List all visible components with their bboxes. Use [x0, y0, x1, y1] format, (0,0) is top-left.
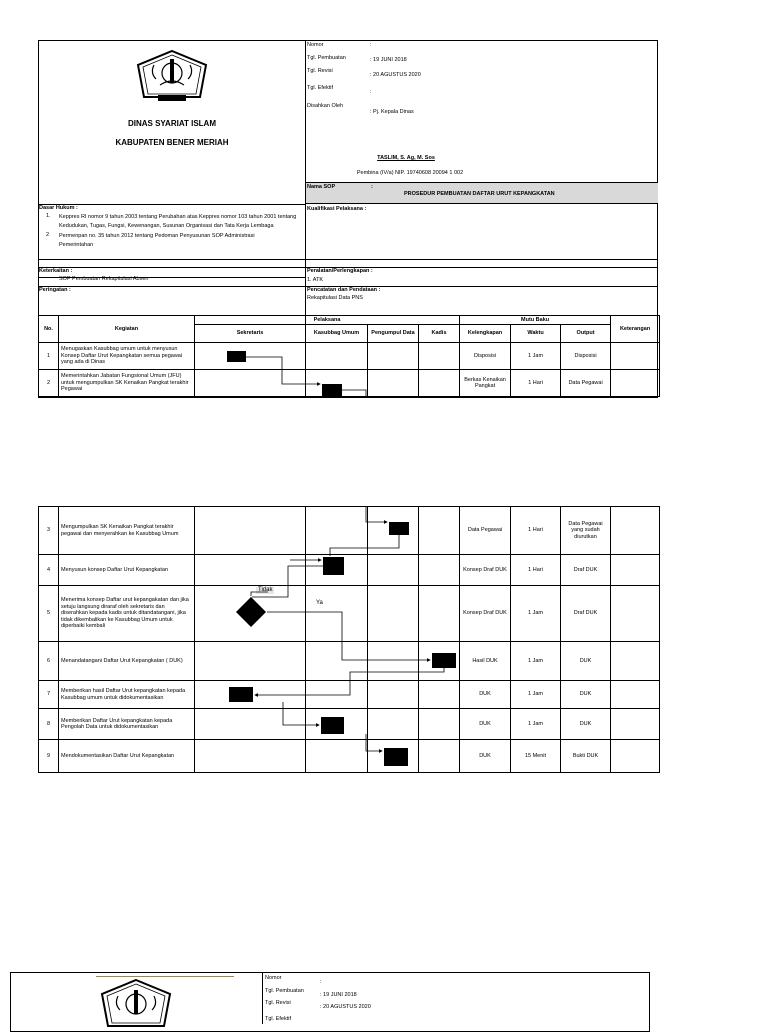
row-kegiatan: Menyusun konsep Daftar Urut Kepangkatan — [59, 555, 195, 586]
meta-value-tgl-revisi: : 20 AGUSTUS 2020 — [370, 72, 421, 78]
sop-name-value: PROSEDUR PEMBUATAN DAFTAR URUT KEPANGKATAN — [404, 191, 555, 197]
keterkaitan-label: Keterkaitan : — [39, 268, 73, 274]
sop-name-colon: : — [371, 184, 373, 190]
row-kelengkapan: Konsep Draf DUK — [460, 555, 511, 586]
row-kegiatan: Mengumpulkan SK Kenaikan Pangkat terakhir pegawai dan menyerahkan ke Kasubbag Umum — [59, 507, 195, 555]
row-kegiatan: Memberikan Daftar Urut kepangkatan kepada Pengolah Data untuk didokumentasikan — [59, 709, 195, 740]
row-kelengkapan: Berkas Kenaikan Pangkat — [460, 370, 511, 397]
row-output: Draf DUK — [561, 555, 611, 586]
dasar-hukum-num-1: 1. — [46, 213, 51, 219]
row-no: 4 — [39, 555, 59, 586]
col-kelengkapan: Kelengkapan — [460, 325, 511, 343]
row-waktu: 1 Jam — [511, 642, 561, 681]
row-no: 2 — [39, 370, 59, 397]
row-kelengkapan: DUK — [460, 740, 511, 773]
meta-label-tgl-pembuatan: Tgl. Pembuatan — [307, 55, 346, 61]
row-output: Draf DUK — [561, 586, 611, 642]
row-no: 5 — [39, 586, 59, 642]
meta-value-disahkan: : Pj. Kepala Dinas — [370, 109, 414, 115]
col-kadis: Kadis — [419, 325, 460, 343]
meta-label-disahkan: Disahkan Oleh — [307, 103, 344, 109]
sop-name-label: Nama SOP — [307, 184, 336, 190]
col-pelaksana: Pelaksana — [195, 316, 460, 325]
row-waktu: 1 Hari — [511, 507, 561, 555]
meta-value-tgl-revisi-next: : 20 AGUSTUS 2020 — [320, 1004, 371, 1010]
row-no: 8 — [39, 709, 59, 740]
emblem-underline — [96, 976, 234, 977]
keterkaitan-value: SOP Pembuatan Rekapitulasi Absen — [59, 276, 149, 282]
row-kegiatan: Mendokumentasikan Daftar Urut Kepangkatan — [59, 740, 195, 773]
row-output: Disposisi — [561, 343, 611, 370]
col-keterangan: Keterangan — [611, 316, 660, 343]
col-sekretaris: Sekretaris — [195, 325, 306, 343]
row-waktu: 1 Hari — [511, 555, 561, 586]
peralatan-value: 1. ATK — [307, 277, 324, 283]
row-output: Bukti DUK — [561, 740, 611, 773]
row-kelengkapan: Konsep Draf DUK — [460, 586, 511, 642]
row-output: DUK — [561, 642, 611, 681]
row-kelengkapan: DUK — [460, 709, 511, 740]
row-kegiatan: Menerima konsep Daftar urut kepangakatan dan jika setuju langsung diraraf oleh sekretaris dan diserahkan kepada kadis untuk ditandatangani, jika tidak dikembalikan ke Kasubbag Umum untuk diperbaiki kembali — [59, 586, 195, 642]
row-waktu: 1 Jam — [511, 709, 561, 740]
meta-label-tgl-revisi: Tgl. Revisi — [307, 68, 333, 74]
row-kelengkapan: DUK — [460, 681, 511, 709]
row-no: 7 — [39, 681, 59, 709]
col-pengumpul: Pengumpul Data — [368, 325, 419, 343]
row-kegiatan: Memerintahkan Jabatan Fungsional Umum (JFU) untuk mengumpulkan SK Kenaikan Pangkat terakhir Pegawai — [59, 370, 195, 397]
meta-value-nomor-next: : — [320, 979, 322, 985]
meta-label-nomor-next: Nomor — [265, 975, 282, 981]
signer-rank: Pembina (IV/a) NIP. 19740608 20094 1 002 — [356, 170, 464, 176]
header-divider-next — [262, 972, 263, 1024]
row-no: 9 — [39, 740, 59, 773]
meta-value-tgl-efektif: : — [370, 89, 372, 95]
pencatatan-label: Pencatatan dan Pendataan : — [307, 287, 381, 293]
row-no: 6 — [39, 642, 59, 681]
meta-label-nomor: Nomor — [307, 42, 324, 48]
dasar-hukum-text-2: Permenpan no. 35 tahun 2012 tentang Pedoman Penyusunan SOP Administrasi Pemerintahan — [59, 233, 255, 248]
row-waktu: 1 Jam — [511, 343, 561, 370]
col-mutu: Mutu Baku — [460, 316, 611, 325]
dasar-hukum-label: Dasar Hukum : — [39, 205, 78, 211]
row-kegiatan: Menugaskan Kasubbag umum untuk menyusun Konsep Daftar Urut Kepangkatan semua pegawai yang ada di Dinas — [59, 343, 195, 370]
meta-label-tgl-pembuatan-next: Tgl. Pembuatan — [265, 988, 304, 994]
peringatan-label: Peringatan : — [39, 287, 71, 293]
col-output: Output — [561, 325, 611, 343]
meta-label-tgl-revisi-next: Tgl. Revisi — [265, 1000, 291, 1006]
flow-label-ya: Ya — [316, 600, 323, 606]
org-name-line1: DINAS SYARIAT ISLAM — [127, 119, 216, 128]
row-output: Data Pegawai — [561, 370, 611, 397]
col-no: No. — [39, 316, 59, 343]
col-kasubbag: Kasubbag Umum — [306, 325, 368, 343]
kualifikasi-label: Kualifikasi Pelaksana : — [307, 206, 367, 212]
row-no: 1 — [39, 343, 59, 370]
row-output: DUK — [561, 681, 611, 709]
meta-value-nomor: : — [370, 42, 372, 48]
dasar-hukum-num-2: 2 — [46, 232, 50, 238]
row-waktu: 1 Hari — [511, 370, 561, 397]
pencatatan-value: Rekapitulasi Data PNS — [307, 295, 363, 301]
org-name-line2: KABUPATEN BENER MERIAH — [115, 138, 229, 147]
peralatan-label: Peralatan/Perlengkapan : — [307, 268, 373, 274]
row-kelengkapan: Data Pegawai — [460, 507, 511, 555]
meta-value-tgl-pembuatan: : 19 JUNI 2018 — [370, 57, 407, 63]
meta-label-tgl-efektif-next: Tgl. Efektif — [265, 1016, 291, 1022]
row-kegiatan: Menandatangani Daftar Urut Kepangkatan ( DUK) — [59, 642, 195, 681]
row-output: Data Pegawai yang sudah diurutkan — [561, 507, 611, 555]
meta-label-tgl-efektif: Tgl. Efektif — [307, 85, 333, 91]
dasar-hukum-text-1: Keppres RI nomor 9 tahun 2003 tentang Perubahan atas Keppres nomor 103 tahun 2001 tentang Kedudukan, Tugas, Fungsi, Kewenangan, Susunan Organisasi dan Tata Kerja Lembaga — [59, 214, 297, 229]
col-waktu: Waktu — [511, 325, 561, 343]
row-kelengkapan: Hasil DUK — [460, 642, 511, 681]
regency-emblem-icon — [98, 978, 174, 1028]
row-kegiatan: Memberikan hasil Daftar Urut kepangkatan kepada Kasubbag umum untuk didokumentasikan — [59, 681, 195, 709]
row-waktu: 1 Jam — [511, 681, 561, 709]
row-kelengkapan: Disposisi — [460, 343, 511, 370]
flow-label-tidak: Tidak — [258, 587, 273, 593]
row-output: DUK — [561, 709, 611, 740]
col-kegiatan: Kegiatan — [59, 316, 195, 343]
row-waktu: 1 Jam — [511, 586, 561, 642]
signer-name: TASLIM, S. Ag, M. Sos — [377, 155, 435, 161]
row-no: 3 — [39, 507, 59, 555]
row-waktu: 15 Menit — [511, 740, 561, 773]
meta-value-tgl-pembuatan-next: : 19 JUNI 2018 — [320, 992, 357, 998]
